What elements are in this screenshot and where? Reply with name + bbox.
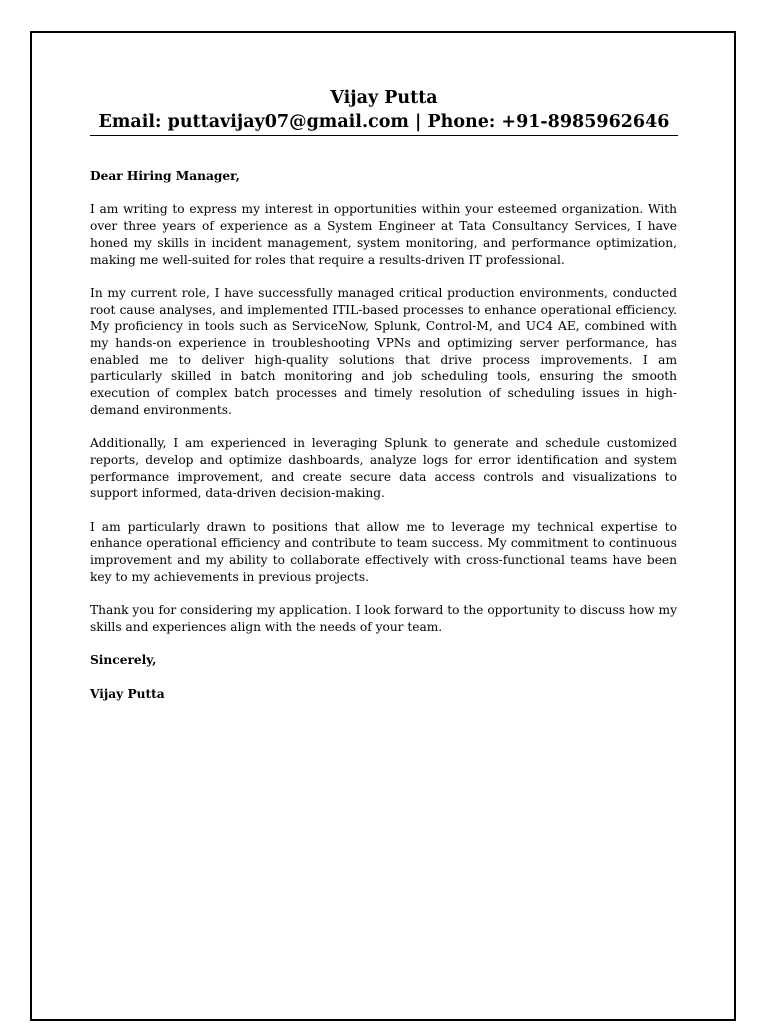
- closing: Sincerely,: [90, 653, 157, 668]
- sender-contact: Email: puttavijay07@gmail.com | Phone: +91-8985962646: [98, 112, 670, 132]
- signature: Vijay Putta: [90, 686, 165, 701]
- header-divider: [90, 135, 678, 136]
- paragraph-intro: I am writing to express my interest in opportunities within your esteemed organization. With over three years of experience as a System Engineer at Tata Consultancy Services, I have honed my skills in incident management, system monitoring, and performance optimization, making me well-suited for roles that require a results-driven IT professional.: [90, 202, 677, 267]
- paragraph-current-role: In my current role, I have successfully managed critical production environments, conducted root cause analyses, and implemented ITIL-based processes to enhance operational efficiency. My proficiency in tools such as ServiceNow, Splunk, Control-M, and UC4 AE, combined with my hands-on experience in troubleshooting VPNs and optimizing server performance, has enabled me to deliver high-quality solutions that drive process improvements. I am particularly skilled in batch monitoring and job scheduling tools, ensuring the smooth execution of complex batch processes and timely resolution of scheduling issues in high-demand environments.: [90, 285, 677, 417]
- sender-name: Vijay Putta: [330, 88, 438, 108]
- letter-body: [90, 168, 677, 719]
- salutation: Dear Hiring Manager,: [90, 169, 240, 183]
- paragraph-thanks: Thank you for considering my application. I look forward to the opportunity to discuss how my skills and experiences align with the needs of your team.: [90, 603, 677, 634]
- paragraph-splunk: Additionally, I am experienced in leveraging Splunk to generate and schedule customized reports, develop and optimize dashboards, analyze logs for error identification and system performance improvement, and create secure data access controls and visualizations to support informed, data-driven decision-making.: [90, 436, 677, 501]
- letter-header: [90, 86, 678, 134]
- paragraph-motivation: I am particularly drawn to positions that allow me to leverage my technical expertise to enhance operational efficiency and contribute to team success. My commitment to continuous improvement and my ability to collaborate effectively with cross-functional teams have been key to my achievements in previous projects.: [90, 519, 677, 584]
